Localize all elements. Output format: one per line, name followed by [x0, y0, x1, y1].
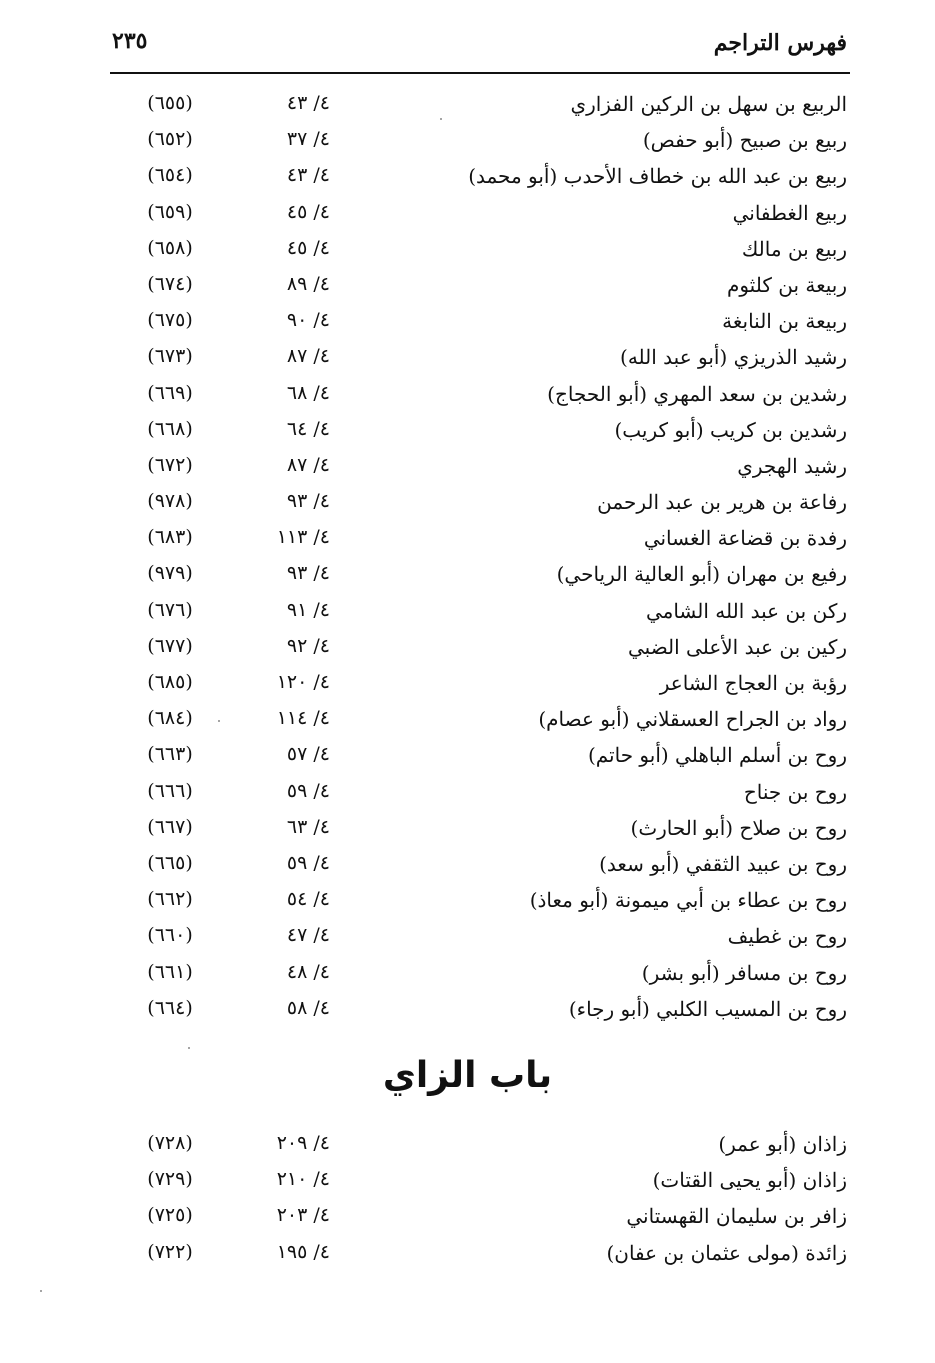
entry-name: روح بن مسافر (أبو بشر): [641, 960, 847, 985]
entry-number: (٦٨٥): [147, 671, 193, 693]
entry-volume-page: ٤/ ٢١٠: [276, 1168, 330, 1191]
entry-number: (٦٦١): [147, 960, 193, 983]
entry-name: زافر بن سليمان القهستاني: [626, 1204, 847, 1229]
entry-list-zay: [0, 1128, 935, 1273]
index-entry: [0, 884, 935, 920]
index-entry: [0, 558, 935, 594]
entry-number: (٦٨٣): [147, 526, 193, 549]
entry-volume-page: ٤/ ٣٧: [286, 128, 330, 151]
index-entry: [0, 920, 935, 956]
entry-number: (٦٦٦): [147, 779, 193, 802]
entry-number: (٧٢٢): [147, 1240, 193, 1263]
entry-name: روح بن جناح: [743, 779, 847, 804]
entry-number: (٧٢٨): [147, 1132, 193, 1154]
entry-name: رفاعة بن هرير بن عبد الرحمن: [597, 490, 847, 515]
entry-number: (٦٧٥): [147, 309, 193, 332]
entry-name: ربيع الغطفاني: [732, 200, 847, 225]
entry-volume-page: ٤/ ٨٧: [286, 345, 330, 368]
entry-name: ركن بن عبد الله الشامي: [645, 598, 847, 623]
entry-volume-page: ٤/ ٦٣: [286, 815, 330, 838]
entry-number: (٦٧٤): [147, 272, 193, 295]
entry-name: روح بن صلاح (أبو الحارث): [630, 815, 847, 840]
entry-number: (٦٦٥): [147, 851, 193, 874]
index-entry: [0, 993, 935, 1029]
entry-volume-page: ٤/ ٩١: [286, 598, 330, 621]
scan-speck: [40, 1290, 42, 1292]
index-entry: [0, 341, 935, 377]
index-entry: [0, 631, 935, 667]
entry-number: (٦٦٣): [147, 743, 193, 766]
entry-number: (٦٥٨): [147, 236, 193, 259]
index-entry: [0, 486, 935, 522]
entry-number: (٦٦٠): [147, 924, 193, 947]
entry-volume-page: ٤/ ٦٤: [286, 417, 330, 440]
entry-volume-page: ٤/ ٩٣: [286, 562, 330, 585]
entry-name: ربيعة بن النابغة: [722, 309, 847, 334]
entry-name: روح بن عبيد الثقفي (أبو سعد): [599, 851, 847, 876]
entry-number: (٦٧٢): [147, 453, 193, 476]
entry-name: رشيد الذريزي (أبو عبد الله): [620, 345, 847, 370]
header-rule: [110, 72, 850, 74]
entry-number: (٦٥٥): [147, 92, 193, 114]
entry-name: رشيد الهجري: [737, 453, 847, 478]
entry-number: (٩٧٨): [147, 490, 193, 513]
entry-number: (٦٨٤): [147, 707, 193, 730]
entry-volume-page: ٤/ ٥٧: [286, 743, 330, 766]
index-entry: [0, 1164, 935, 1200]
entry-name: زائدة (مولى عثمان بن عفان): [606, 1240, 847, 1265]
entry-number: (٦٥٤): [147, 164, 193, 187]
index-entry: [0, 305, 935, 341]
entry-number: (٩٧٩): [147, 562, 193, 585]
entry-name: ربيع بن صبيح (أبو حفص): [642, 128, 847, 153]
scan-speck: [188, 1047, 190, 1049]
index-entry: [0, 739, 935, 775]
entry-volume-page: ٤/ ١٢٠: [276, 671, 330, 693]
running-title: فهرس التراجم: [713, 30, 847, 56]
entry-name: زاذان (أبو يحيى القتات): [652, 1168, 847, 1193]
entry-name: زاذان (أبو عمر): [718, 1132, 847, 1156]
entry-volume-page: ٤/ ٩٢: [286, 634, 330, 657]
entry-volume-page: ٤/ ٢٠٩: [276, 1132, 330, 1154]
entry-number: (٧٢٩): [147, 1168, 193, 1191]
scan-speck: [440, 118, 442, 120]
index-entry: [0, 776, 935, 812]
entry-name: روح بن غطيف: [727, 924, 847, 949]
entry-volume-page: ٤/ ٤٣: [286, 92, 330, 114]
entry-name: ربيعة بن كلثوم: [726, 272, 847, 297]
entry-name: روح بن أسلم الباهلي (أبو حاتم): [587, 743, 847, 768]
scan-speck: [218, 720, 220, 722]
index-entry: [0, 378, 935, 414]
entry-volume-page: ٤/ ٩٣: [286, 490, 330, 513]
index-entry: [0, 595, 935, 631]
entry-volume-page: ٤/ ٤٨: [286, 960, 330, 983]
index-entry: [0, 160, 935, 196]
index-entry: [0, 1237, 935, 1273]
entry-volume-page: ٤/ ١٩٥: [276, 1240, 330, 1263]
entry-number: (٦٧٦): [147, 598, 193, 621]
index-entry: [0, 269, 935, 305]
entry-name: رشدين بن كريب (أبو كريب): [614, 417, 847, 442]
entry-name: رشدين بن سعد المهري (أبو الحجاج): [547, 381, 847, 406]
entry-volume-page: ٤/ ٤٥: [286, 200, 330, 223]
entry-volume-page: ٤/ ٥٩: [286, 851, 330, 874]
entry-name: رؤبة بن العجاج الشاعر: [659, 671, 847, 695]
entry-name: رفدة بن قضاعة الغساني: [643, 526, 847, 551]
entry-name: رفيع بن مهران (أبو العالية الرياحي): [556, 562, 847, 587]
page-number: ٢٣٥: [112, 28, 148, 54]
entry-volume-page: ٤/ ٤٧: [286, 924, 330, 947]
index-entry: [0, 1128, 935, 1164]
entry-number: (٦٦٧): [147, 815, 193, 838]
index-entry: [0, 703, 935, 739]
index-entry: [0, 124, 935, 160]
entry-volume-page: ٤/ ١١٤: [276, 707, 330, 730]
entry-volume-page: ٤/ ٨٧: [286, 453, 330, 476]
entry-volume-page: ٤/ ٦٨: [286, 381, 330, 404]
index-entry: [0, 667, 935, 703]
entry-number: (٦٦٩): [147, 381, 193, 404]
entry-number: (٦٦٢): [147, 888, 193, 911]
entry-number: (٦٧٧): [147, 634, 193, 657]
entry-volume-page: ٤/ ٩٠: [286, 309, 330, 332]
index-entry: [0, 233, 935, 269]
entry-list-ra: [0, 88, 935, 1029]
entry-name: ركين بن عبد الأعلى الضبي: [627, 634, 847, 659]
entry-volume-page: ٤/ ٥٨: [286, 996, 330, 1019]
index-entry: [0, 812, 935, 848]
index-entry: [0, 197, 935, 233]
entry-volume-page: ٤/ ٨٩: [286, 272, 330, 295]
entry-volume-page: ٤/ ٤٣: [286, 164, 330, 187]
section-heading-zay: باب الزاي: [382, 1055, 553, 1096]
index-entry: [0, 957, 935, 993]
index-entry: [0, 88, 935, 124]
entry-number: (٦٥٢): [147, 128, 193, 151]
index-entry: [0, 522, 935, 558]
index-entry: [0, 414, 935, 450]
index-entry: [0, 450, 935, 486]
entry-volume-page: ٤/ ٤٥: [286, 236, 330, 259]
entry-volume-page: ٤/ ١١٣: [276, 526, 330, 549]
index-entry: [0, 848, 935, 884]
entry-name: روح بن المسيب الكلبي (أبو رجاء): [568, 996, 847, 1021]
entry-name: رواد بن الجراح العسقلاني (أبو عصام): [538, 707, 847, 732]
index-entry: [0, 1200, 935, 1236]
entry-name: روح بن عطاء بن أبي ميمونة (أبو معاذ): [529, 888, 847, 913]
entry-volume-page: ٤/ ٥٤: [286, 888, 330, 911]
entry-volume-page: ٤/ ٢٠٣: [276, 1204, 330, 1227]
entry-name: ربيع بن مالك: [741, 236, 847, 261]
entry-number: (٦٧٣): [147, 345, 193, 368]
entry-number: (٦٦٤): [147, 996, 193, 1019]
entry-name: ربيع بن عبد الله بن خطاف الأحدب (أبو محمد): [468, 164, 847, 189]
entry-number: (٦٥٩): [147, 200, 193, 223]
entry-number: (٦٦٨): [147, 417, 193, 440]
entry-name: الربيع بن سهل بن الركين الفزاري: [570, 92, 847, 116]
entry-number: (٧٢٥): [147, 1204, 193, 1227]
entry-volume-page: ٤/ ٥٩: [286, 779, 330, 802]
